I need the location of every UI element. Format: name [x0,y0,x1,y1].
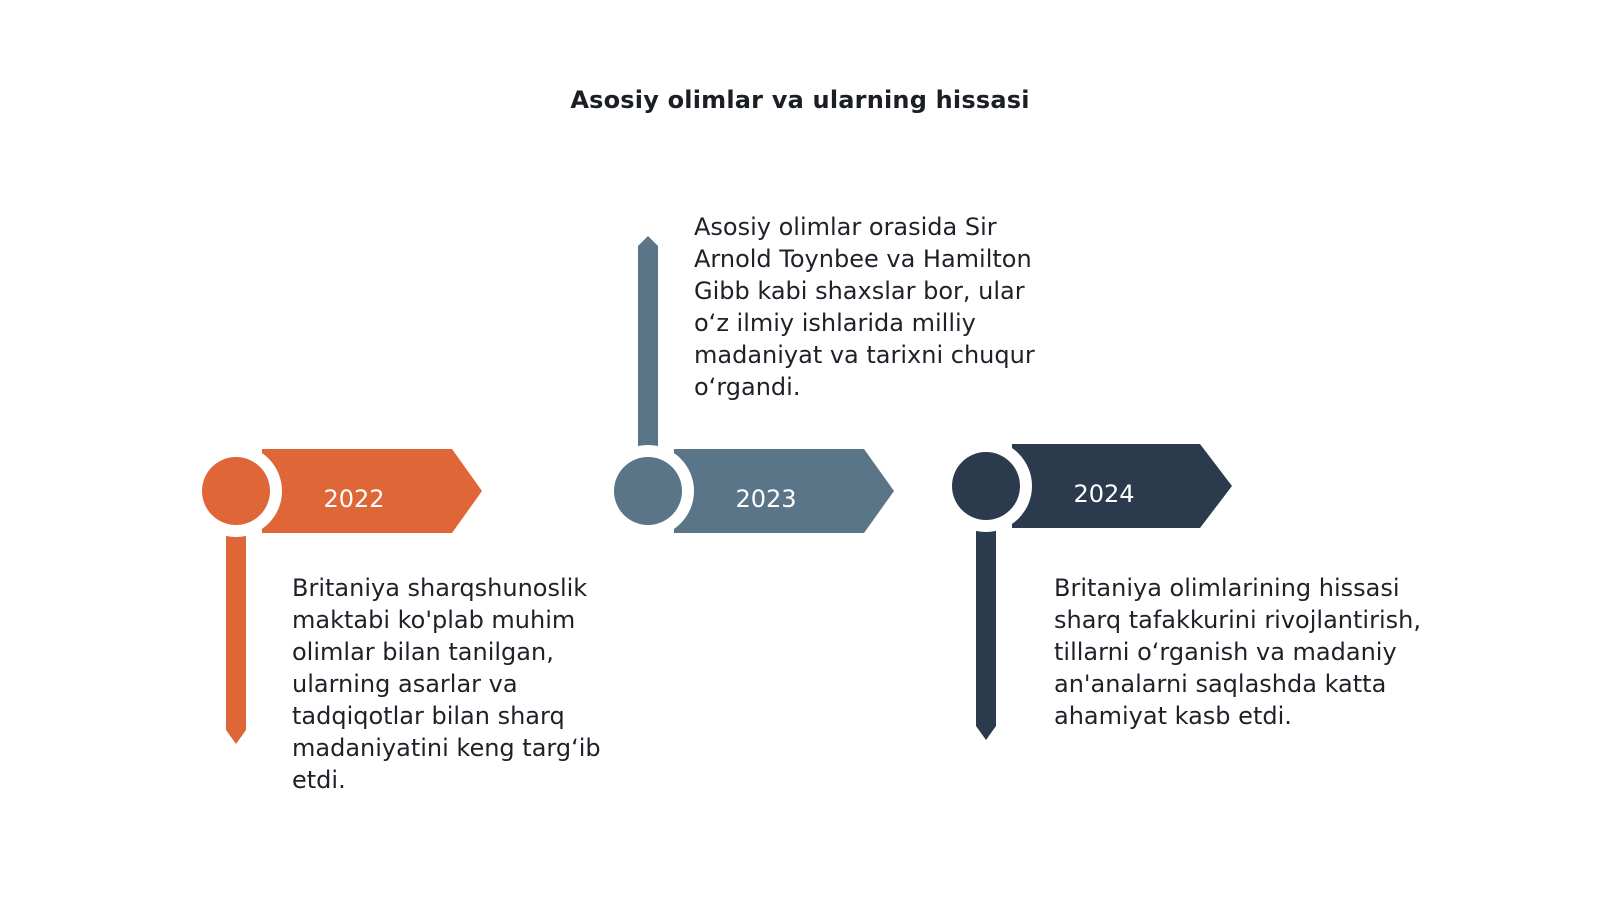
milestone-1-description: Britaniya sharqshunoslik maktabi ko'plab muhim olimlar bilan tanilgan, ularning asarlar va tadqiqotlar bilan sharq madaniyatini keng targ‘ib etdi. [292,574,601,794]
milestone-3-year: 2024 [1073,480,1135,508]
milestone-3-circle [952,452,1020,520]
milestone-2-stem [638,246,658,452]
milestone-1-stem-tip [226,730,246,744]
milestone-2-year: 2023 [735,485,797,513]
milestone-2-description: Asosiy olimlar orasida Sir Arnold Toynbee va Hamilton Gibb kabi shaxslar bor, ular o‘z ilmiy ishlarida milliy madaniyat va tarixni chuqur o‘rgandi. [694,213,1035,401]
milestone-1-stem [226,530,246,730]
milestone-3-description: Britaniya olimlarining hissasi sharq tafakkurini rivojlantirish, tillarni o‘rganish va madaniy an'analarni saqlashda katta ahamiyat kasb etdi. [1054,574,1421,730]
page-title: Asosiy olimlar va ularning hissasi [570,86,1030,114]
milestone-2-circle [614,457,682,525]
milestone-2-stem-tip [638,236,658,246]
milestone-3-stem [976,526,996,726]
milestone-1-circle [202,457,270,525]
milestone-1-year: 2022 [323,485,385,513]
milestone-3-stem-tip [976,726,996,740]
